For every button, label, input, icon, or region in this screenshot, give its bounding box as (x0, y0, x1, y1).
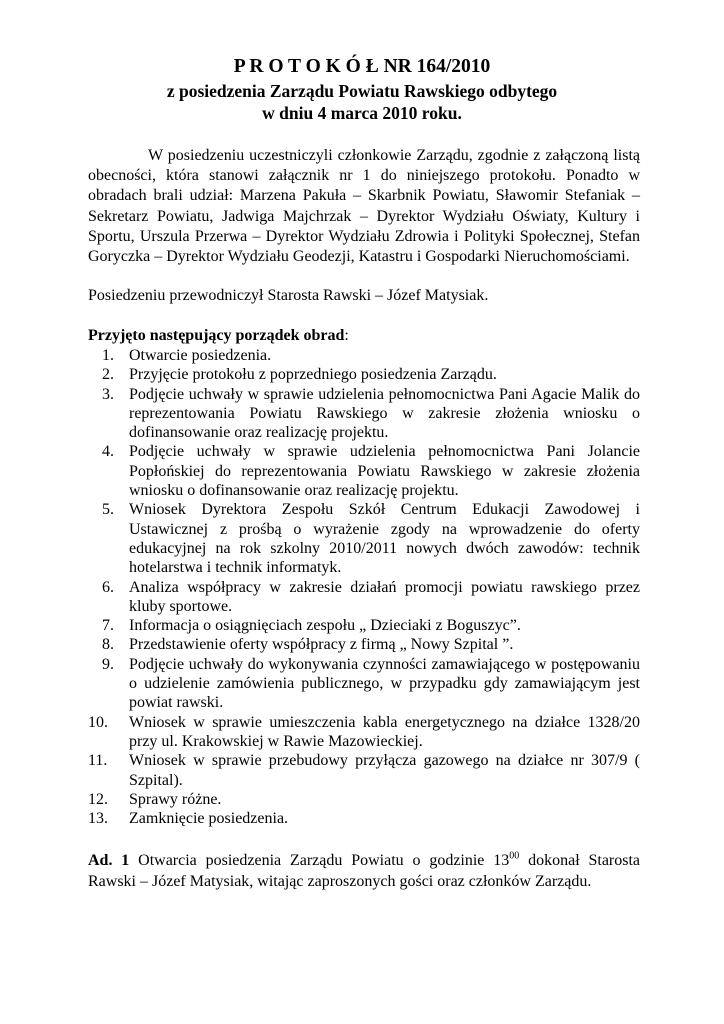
agenda-item (88, 578, 640, 617)
agenda-list (88, 346, 640, 828)
agenda-item-text: Podjęcie uchwały w sprawie udzielenia pełnomocnictwa Pani Agacie Malik do reprezentowania Powiatu Rawskiego w zakresie złożenia wniosku o dofinansowanie oraz realizację projektu. (129, 385, 640, 442)
agenda-item-number: 6. (102, 578, 114, 596)
agenda-item (88, 385, 640, 443)
chair-statement: Posiedzeniu przewodniczył Starosta Rawski – Józef Matysiak. (88, 287, 489, 304)
agenda-item (88, 500, 640, 577)
agenda-item-number: 12. (88, 790, 108, 808)
agenda-item-number: 4. (102, 443, 114, 461)
agenda-heading-line (88, 326, 640, 346)
agenda-item-text: Zamknięcie posiedzenia. (129, 810, 289, 828)
intro-section (88, 146, 640, 267)
document-title: P R O T O K Ó Ł NR 164/2010 (233, 56, 491, 77)
agenda-item-number: 9. (102, 655, 114, 673)
agenda-item-number: 8. (102, 636, 114, 654)
agenda-item-text: Wniosek w sprawie przebudowy przyłącza gazowego na działce nr 307/9 ( Szpital). (129, 752, 640, 789)
ad1-label: Ad. 1 (88, 852, 130, 869)
agenda-item-number: 13. (88, 810, 108, 828)
ad1-text-before: Otwarcia posiedzenia Zarządu Powiatu o godzinie 13 (138, 852, 510, 869)
agenda-item (88, 365, 640, 384)
ad1-text-after: dokonał Starosta Rawski – Józef Matysiak, witając zaproszonych gości oraz członków Zarządu. (88, 852, 641, 890)
agenda-item-number: 2. (102, 366, 114, 384)
agenda-item-text: Przyjęcie protokołu z poprzedniego posiedzenia Zarządu. (129, 366, 497, 384)
agenda-item (88, 655, 640, 713)
agenda-item-number: 11. (88, 752, 108, 770)
intro-paragraph: W posiedzeniu uczestniczyli członkowie Zarządu, zgodnie z załączoną listą obecności, która stanowi załącznik nr 1 do niniejszego protokołu. Ponadto w obradach brali udział: Marzena Pakuła – Skarbnik Powiatu, Sławomir Stefaniak – Sekretarz Powiatu, Jadwiga Majchrzak – Dyrektor Wydziału Oświaty, Kultury i Sportu, Urszula Przerwa – Dyrektor Wydziału Zdrowia i Polityki Społecznej, Stefan Goryczka – Dyrektor Wydziału Geodezji, Katastru i Gospodarki Nieruchomościami. (88, 147, 640, 266)
agenda-item-text: Podjęcie uchwały w sprawie udzielenia pełnomocnictwa Pani Jolancie Popłońskiej do reprezentowania Powiatu Rawskiego w zakresie złożenia wniosku o dofinansowanie oraz realizację projektu. (129, 443, 640, 500)
document-subtitle-line1: z posiedzenia Zarządu Powiatu Rawskiego odbytego (166, 81, 558, 101)
agenda-item (88, 809, 640, 828)
agenda-item-number: 3. (102, 385, 114, 403)
agenda-heading-colon: : (344, 327, 349, 344)
agenda-item (88, 346, 640, 365)
agenda-heading: Przyjęto następujący porządek obrad (88, 327, 345, 344)
ad1-time-minutes: 00 (509, 850, 520, 862)
agenda-item-text: Informacja o osiągnięciach zespołu „ Dzieciaki z Boguszyc”. (129, 617, 521, 635)
agenda-item-number: 10. (88, 713, 108, 731)
document-subtitle-line2: w dniu 4 marca 2010 roku. (262, 103, 462, 123)
agenda-item-text: Otwarcie posiedzenia. (129, 347, 272, 364)
agenda-item (88, 751, 640, 790)
agenda-item-number: 7. (102, 617, 114, 635)
agenda-item (88, 790, 640, 809)
agenda-item-number: 5. (102, 501, 114, 519)
agenda-item-text: Podjęcie uchwały do wykonywania czynności zamawiającego w postępowaniu o udzielenie zamówienia publicznego, w przypadku gdy zamawiającym jest powiat rawski. (129, 655, 640, 712)
agenda-item (88, 635, 640, 654)
agenda-item-text: Wniosek Dyrektora Zespołu Szkół Centrum Edukacji Zawodowej i Ustawicznej z prośbą o wyrażenie zgody na wprowadzenie do oferty edukacyjnej na rok szkolny 2010/2011 nowych dwóch zawodów: technik hotelarstwa i technik informatyk. (129, 501, 640, 577)
ad1-paragraph (88, 850, 640, 892)
agenda-item-text: Sprawy różne. (129, 790, 222, 808)
agenda-item-number: 1. (102, 347, 114, 364)
agenda-item-text: Wniosek w sprawie umieszczenia kabla energetycznego na działce 1328/20 przy ul. Krakowskiej w Rawie Mazowieckiej. (129, 713, 640, 750)
agenda-item (88, 713, 640, 752)
agenda-item-text: Przedstawienie oferty współpracy z firmą „ Nowy Szpital ”. (129, 636, 514, 654)
agenda-item (88, 616, 640, 635)
agenda-item (88, 442, 640, 500)
agenda-item-text: Analiza współpracy w zakresie działań promocji powiatu rawskiego przez kluby sportowe. (129, 578, 640, 615)
